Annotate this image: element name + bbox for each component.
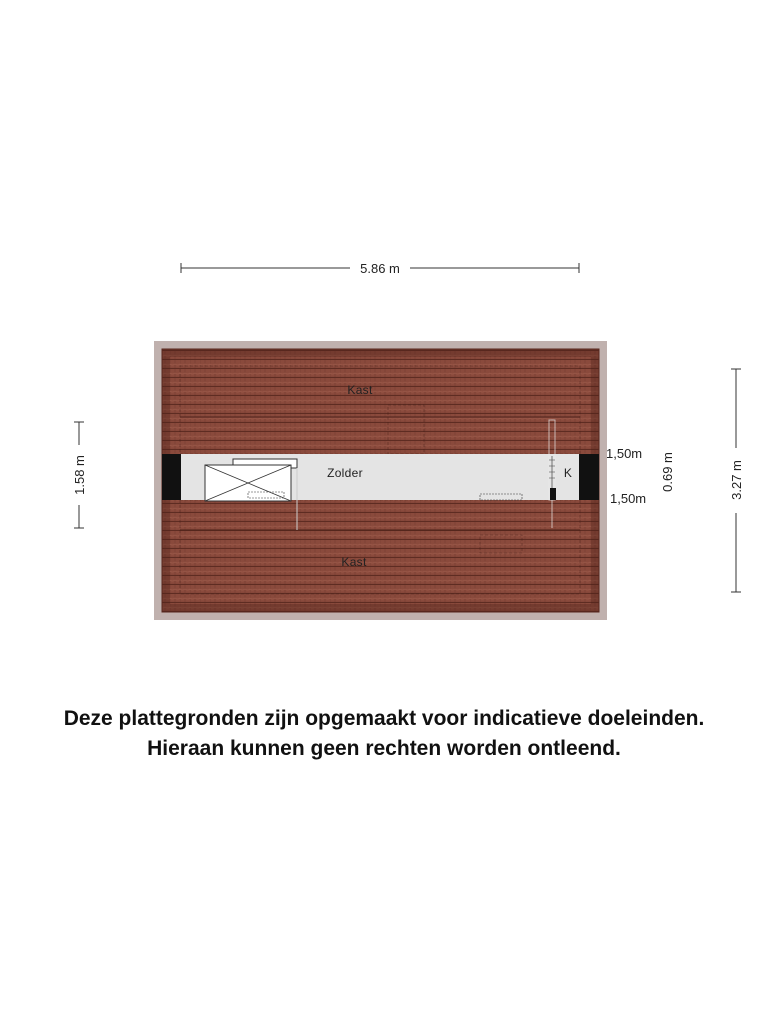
disclaimer [0,704,768,764]
disclaimer-line-2: Hieraan kunnen geen rechten worden ontleend. [147,737,621,760]
dimension-total-height [729,369,744,592]
room-label-zolder: Zolder [327,466,363,480]
dimension-left-height-label: 1.58 m [72,455,87,495]
dimension-total-height-label: 3.27 m [729,460,744,500]
room-label-kast-top: Kast [347,383,373,397]
height-150-bottom-label: 1,50m [610,491,647,506]
dimension-width [181,261,579,276]
room-label-kast-bottom: Kast [341,555,367,569]
disclaimer-line-1: Deze plattegronden zijn opgemaakt voor indicatieve doeleinden. [63,707,705,730]
dimension-mid-height-label: 0.69 m [660,452,675,492]
dimension-width-label: 5.86 m [360,261,400,276]
height-150-top-label: 1,50m [606,446,643,461]
wall-left [162,454,181,500]
roof-plan [162,349,599,612]
room-label-k: K [563,466,573,480]
dimension-left-height [72,422,87,528]
wall-right [579,454,599,500]
